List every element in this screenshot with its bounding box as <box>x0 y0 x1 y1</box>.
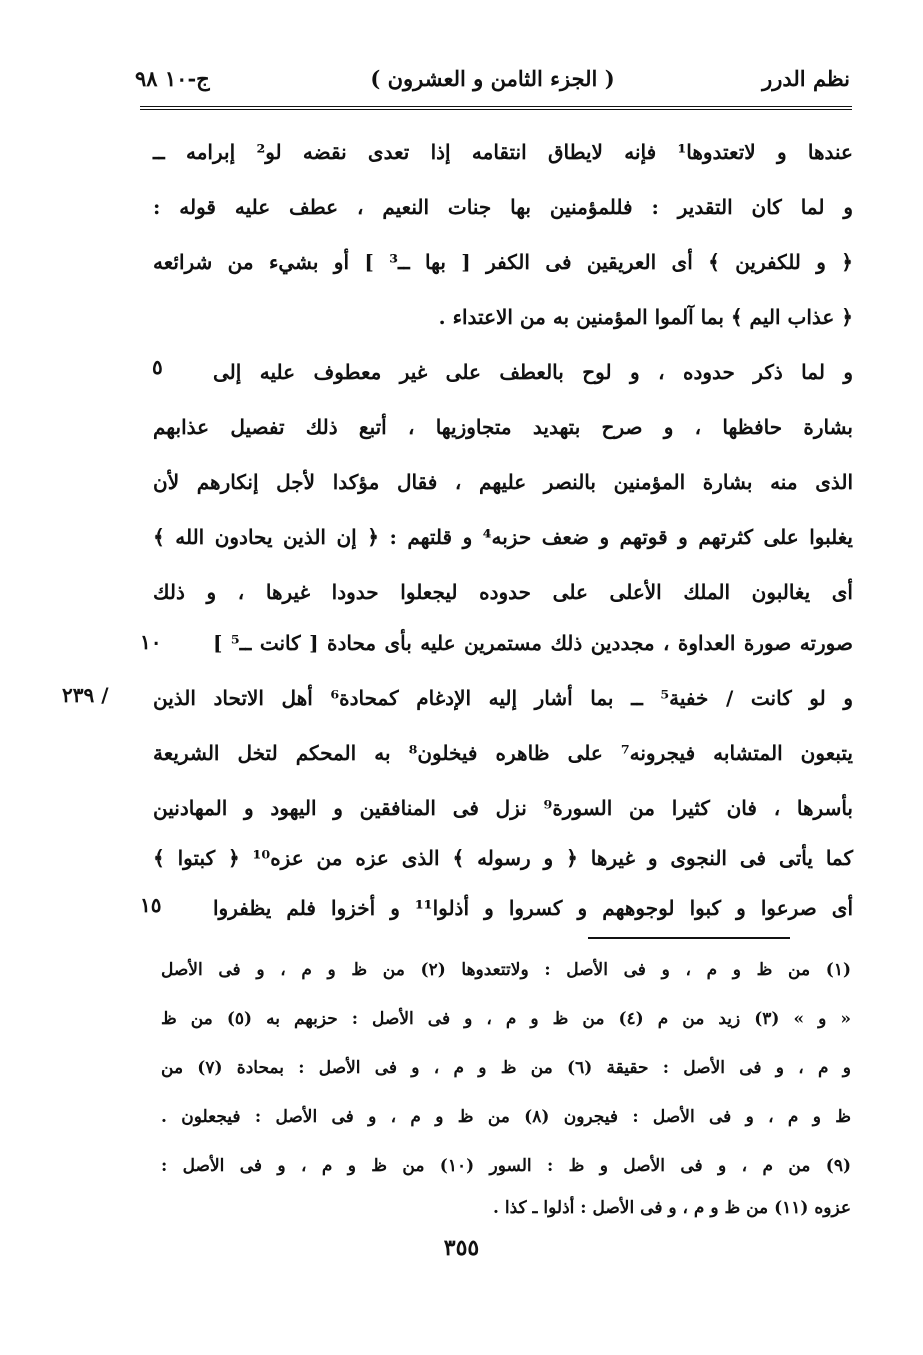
part-title: ( الجزء الثامن و العشرون ) <box>370 66 615 91</box>
text-line: بأسرها ، فان كثيرا من السورة⁹ نزل فى المنافقين و اليهود و المهادنين <box>153 796 853 820</box>
text-line: و لما كان التقدير : فللمؤمنين بها جنات النعيم ، عطف عليه قوله : <box>153 195 853 219</box>
line-number-15: ١٥ <box>140 893 162 917</box>
footnote-rule <box>588 937 790 939</box>
text-line: أى صرعوا و كبوا لوجوههم و كسروا و أذلوا¹¹ و أخزوا فلم يظفروا <box>213 896 854 920</box>
running-header <box>135 62 850 102</box>
header-rule <box>140 106 852 110</box>
text-line: ﴿ و للكفرين ﴾ أى العريقين فى الكفر [ بها ــ³ ] أو بشيء من شرائعه <box>153 250 854 274</box>
book-title: نظم الدرر <box>762 66 850 91</box>
line-number-5: ٥ <box>152 355 163 379</box>
footnote-line: « و » (٣) زيد من م (٤) من ظ و م ، و فى الأصل : حزبهم به (٥) من ظ <box>161 1009 851 1029</box>
page-number: ٣٥٥ <box>443 1235 480 1261</box>
footnote-line: و م ، و فى الأصل : حقيقة (٦) من ظ و م ، و فى الأصل : بمحادة (٧) من <box>161 1058 852 1078</box>
footnote-line: (٩) من م ، و فى الأصل و ظ : السور (١٠) من ظ و م ، و فى الأصل : <box>161 1156 852 1176</box>
text-line: عندها و لاتعتدوها¹ فإنه لايطاق انتقامه إذا تعدى نقضه لو² إبرامه ــ <box>153 140 853 164</box>
text-line: و لو كانت / خفية⁵ ــ بما أشار إليه الإدغام كمحادة⁶ أهل الاتحاد الذين <box>153 686 853 710</box>
text-line: يتبعون المتشابه فيجرونه⁷ على ظاهره فيخلون⁸ به المحكم لتخل الشريعة <box>153 741 853 765</box>
text-line: الذى منه بشارة المؤمنين بالنصر عليهم ، فقال مؤكدا لأجل إنكارهم لأن <box>153 470 853 494</box>
volume-page-ref: ج-١٠ ٩٨ <box>135 66 210 91</box>
footnote-line: عزوه (١١) من ظ و م ، و فى الأصل : أذلوا ـ كذا . <box>493 1198 851 1218</box>
text-line: صورته صورة العداوة ، مجددين ذلك مستمرين عليه بأى محادة [ كانت ــ⁵ ] <box>213 631 853 655</box>
text-line: أى يغالبون الملك الأعلى على حدوده ليجعلوا حدودا غيرها ، و ذلك <box>153 580 853 604</box>
text-line: و لما ذكر حدوده ، و لوح بالعطف على غير معطوف عليه إلى <box>213 360 853 384</box>
footnote-line: (١) من ظ و م ، و فى الأصل : ولاتتعدوها (٢) من ظ و م ، و فى الأصل <box>161 960 851 980</box>
footnote-line: ظ و م ، و فى الأصل : فيجرون (٨) من ظ و م ، و فى الأصل : فيجعلون . <box>161 1107 851 1127</box>
text-line: ﴿ عذاب اليم ﴾ بما آلموا المؤمنين به من الاعتداء . <box>438 305 853 329</box>
manuscript-folio-marker: / ٢٣٩ <box>62 683 109 707</box>
line-number-10: ١٠ <box>140 630 162 654</box>
text-line: بشارة حافظها ، و صرح بتهديد متجاوزيها ، أتبع ذلك تفصيل عذابهم <box>153 415 853 439</box>
text-line: كما يأتى فى النجوى و غيرها ﴿ و رسوله ﴾ الذى عزه من عزه¹⁰ ﴿ كبتوا ﴾ <box>153 846 854 870</box>
text-line: يغلبوا على كثرتهم و قوتهم و ضعف حزبه⁴ و قلتهم : ﴿ إن الذين يحادون الله ﴾ <box>153 525 853 549</box>
